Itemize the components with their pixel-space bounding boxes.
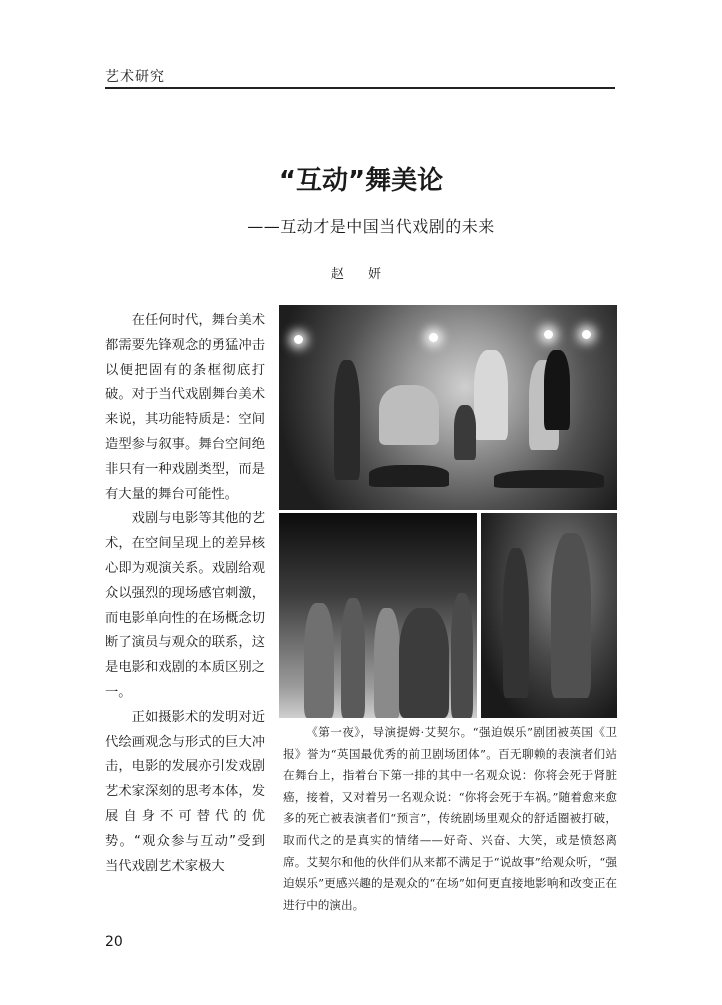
performer-figure [304, 603, 334, 718]
painted-figure [474, 350, 508, 440]
stage-light [582, 330, 591, 339]
stage-photo-left [279, 513, 477, 718]
performer-figure [374, 608, 400, 718]
page-number: 20 [105, 934, 123, 950]
stage-photo-right [481, 513, 617, 718]
stage-photo-main [279, 305, 617, 510]
body-paragraph: 正如摄影术的发明对近代绘画观念与形式的巨大冲击，电影的发展亦引发戏剧艺术家深刻的思考本体，发展自身不可替代的优势。“观众参与互动”受到当代戏剧艺术家极大 [105, 709, 265, 874]
performer-figure [341, 598, 365, 718]
body-paragraph: 在任何时代，舞台美术都需要先锋观念的勇猛冲击以便把固有的条框彻底打破。对于当代戏剧舞台美术来说，其功能特质是：空间造型参与叙事。舞台空间绝非只有一种戏剧类型，而是有大量的舞台可能性。 [105, 313, 265, 502]
performer-figure [399, 608, 449, 718]
stage-light [429, 333, 438, 342]
header-rule [105, 87, 615, 89]
article-author: 赵 妍 [330, 267, 392, 282]
body-paragraph: 戏剧与电影等其他的艺术，在空间呈现上的差异核心即为观演关系。戏剧给观众以强烈的现场感官刺激，而电影单向性的在场概念切断了演员与观众的联系，这是电影和戏剧的本质区别之一。 [105, 511, 265, 700]
performer-figure [544, 350, 570, 430]
performer-figure [494, 470, 604, 488]
stage-light [294, 335, 303, 344]
figure-caption: 《第一夜》，导演提姆·艾契尔。“强迫娱乐”剧团被英国《卫报》誉为“英国最优秀的前卫剧场团体”。百无聊赖的表演者们站在舞台上，指着台下第一排的其中一名观众说：你将会死于肾脏癌，接着，又对着另一名观众说：“你将会死于车祸。”随着愈来愈多的死亡被表演者们“预言”，传统剧场里观众的舒适圈被打破，取而代之的是真实的情绪——好奇、兴奋、大笑，或是愤怒离席。艾契尔和他的伙伴们从来都不满足于“说故事”给观众听，“强迫娱乐”更感兴趣的是观众的“在场”如何更直接地影响和改变正在进行中的演出。 [283, 725, 617, 912]
stage-light [544, 330, 553, 339]
article-title: “互动”舞美论 [278, 166, 444, 196]
performer-figure [369, 465, 449, 487]
section-header: 艺术研究 [105, 69, 165, 85]
performer-figure [551, 533, 591, 698]
performer-figure [451, 593, 473, 718]
performer-figure [503, 548, 529, 698]
painted-figure [379, 385, 439, 445]
performer-figure [334, 360, 360, 480]
article-subtitle: ——互动才是中国当代戏剧的未来 [247, 217, 495, 236]
body-text-column [105, 309, 265, 879]
performer-figure [454, 405, 476, 460]
